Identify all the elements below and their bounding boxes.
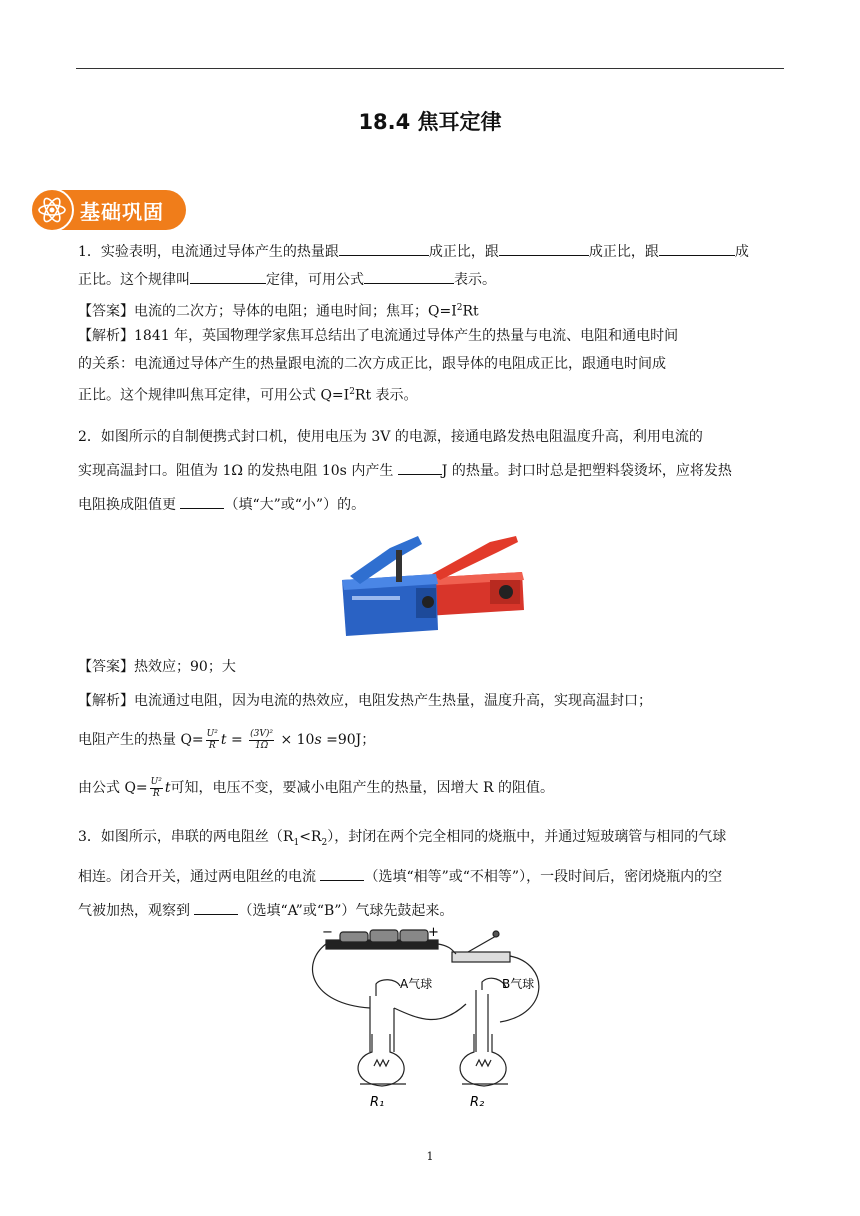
balloon-a-label: A气球	[400, 977, 433, 991]
q2-answer: 【答案】热效应；90；大	[78, 659, 236, 675]
plus-label: +	[428, 925, 439, 940]
fraction-u2-over-r: $\frac{\text{U²}}{R}$	[206, 728, 218, 751]
heat-sealer-image	[340, 530, 526, 640]
q3-text: 3．如图所示，串联的两电阻丝$(R_1<R_2)$，封闭在两个完全相同的烧瓶中，并通过短玻璃管与相同的气球 相连。闭合开关，通过两电阻丝的电流 （选填“相等”或“不相等”），一段时间后，密闭烧瓶内的空 气被加热，观察到 （选填“A”或“B”）气球先鼓起来。	[78, 829, 727, 919]
section-badge	[30, 188, 188, 232]
fraction-u2-over-r-2: $\frac{\text{U²}}{R}$	[150, 776, 162, 799]
badge-label: 基础巩固	[80, 200, 164, 224]
q1-blank-1[interactable]	[339, 239, 429, 256]
q3-blank-1[interactable]	[320, 864, 364, 881]
q1-blank-2[interactable]	[499, 239, 589, 256]
page-title: 18.4 焦耳定律	[358, 110, 502, 134]
q3-blank-2[interactable]	[194, 898, 238, 915]
q2-formula: 由公式 Q= $\frac{\text{U²}}{R}$ t可知，电压不变，要减小电阻产生的热量，因增大 R 的阻值。	[78, 776, 554, 799]
q2-analysis: 【解析】电流通过电阻，因为电流的热效应，电阻发热产生热量，温度升高，实现高温封口；	[78, 693, 652, 709]
atom-icon	[30, 188, 74, 232]
circuit-diagram	[300, 924, 560, 1136]
r2-label: R₂	[470, 1095, 485, 1110]
q1-blank-5[interactable]	[364, 267, 454, 284]
q1-answer: 【答案】电流的二次方；导体的电阻；通电时间；焦耳；$Q=I^2Rt$	[78, 303, 479, 320]
q2-blank-2[interactable]	[180, 492, 224, 509]
fraction-3v2-over-1ohm: $\frac{\text{(3V)²}}{1\Omega}$	[250, 728, 274, 751]
header-rule	[76, 68, 784, 69]
page-number: 1	[426, 1150, 434, 1163]
q1-text: 1．实验表明，电流通过导体产生的热量跟 成正比，跟 成正比，跟 成 正比。这个规律叫 定律，可用公式 表示。	[78, 238, 784, 294]
q1-blank-3[interactable]	[659, 239, 735, 256]
q1-blank-4[interactable]	[190, 267, 266, 284]
q2-blank-1[interactable]	[398, 458, 442, 475]
q2-calc: 电阻产生的热量 Q= $\frac{\text{U²}}{R}$ t = $\frac{\text{(3V)²}}{1\Omega}$ × 10s =90J；	[78, 728, 376, 751]
balloon-b-label: B气球	[502, 977, 535, 991]
q1-analysis: 【解析】1841 年，英国物理学家焦耳总结出了电流通过导体产生的热量与电流、电阻和通电时间 的关系：电流通过导体产生的热量跟电流的二次方成正比，跟导体的电阻成正比，跟通电时间成 正比。这个规律叫焦耳定律，可用公式 $Q=I^2Rt$ 表示。	[78, 328, 679, 404]
q2-text: 2．如图所示的自制便携式封口机，使用电压为 3V 的电源，接通电路发热电阻温度升高，利用电流的 实现高温封口。阻值为 1Ω 的发热电阻 10s 内产生 J 的热量。封口时总是把塑料袋烫坏，应将发热 电阻换成阻值更 （填“大”或“小”）的。	[78, 429, 732, 513]
r1-label: R₁	[370, 1095, 385, 1110]
minus-label: −	[322, 925, 333, 940]
